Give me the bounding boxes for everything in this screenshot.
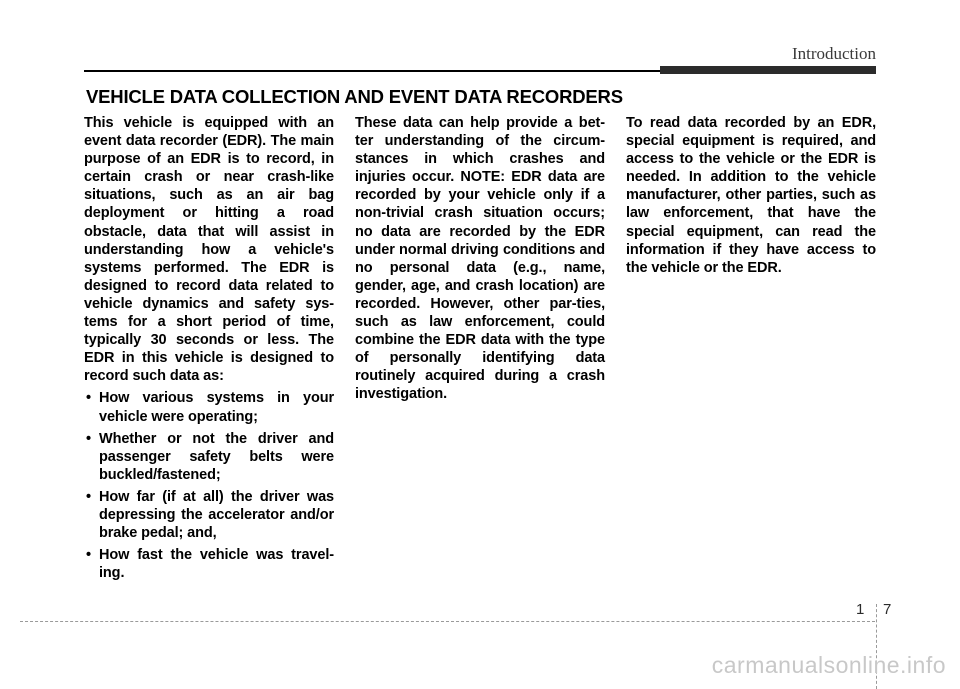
column-2 — [355, 114, 605, 404]
list-item — [84, 430, 334, 484]
footer-rule — [20, 621, 875, 622]
page-number: 7 — [883, 601, 892, 618]
watermark: carmanualsonline.info — [711, 652, 946, 678]
bullet-icon: • — [86, 547, 91, 564]
chapter-number: 1 — [856, 601, 865, 618]
list-item-text: How various systems in your vehicle were operating; — [99, 390, 334, 425]
section-heading: VEHICLE DATA COLLECTION AND EVENT DATA RECORDERS — [86, 86, 623, 107]
list-item-text: Whether or not the driver and passenger safety belts were buckled/fastened; — [99, 430, 334, 483]
column-1 — [84, 114, 334, 586]
bullet-icon: • — [86, 430, 91, 447]
bullet-icon: • — [86, 390, 91, 407]
bullet-icon: • — [86, 488, 91, 505]
column-2-paragraph: These data can help provide a bet-ter understanding of the circum-stances in which crashes and injuries occur. NOTE: EDR data are recorded by your vehicle only if a non-trivial crash situation occurs; no data are recorded by the EDR under normal driving conditions and no personal data (e.g., name, gender, age, and crash location) are recorded. However, other par-ties, such as law enforcement, could combine the EDR data with the type of personally identifying data routinely acquired during a crash investigation. — [355, 115, 605, 403]
list-item — [84, 546, 334, 582]
list-item-text: How fast the vehicle was travel-ing. — [99, 547, 334, 582]
column-3-paragraph: To read data recorded by an EDR, special equipment is required, and access to the vehicle or the EDR is needed. In addition to the vehicle manufacturer, other parties, such as law enforcement, that have the special equipment, can read the information if they have access to the vehicle or the EDR. — [626, 115, 876, 276]
list-item — [84, 488, 334, 542]
list-item — [84, 389, 334, 425]
header-rule-thin — [84, 70, 660, 72]
edr-data-list — [84, 389, 334, 582]
column-3 — [626, 114, 876, 277]
section-header-title: Introduction — [791, 44, 876, 63]
header-rule-thick — [660, 66, 876, 74]
list-item-text: How far (if at all) the driver was depressing the accelerator and/or brake pedal; and, — [99, 488, 334, 542]
column-1-paragraph: This vehicle is equipped with an event data recorder (EDR). The main purpose of an EDR is to record, in certain crash or near crash-like situations, such as an air bag deployment or hitting a road obstacle, data that will assist in understanding how a vehicle's systems performed. The EDR is designed to record data related to vehicle dynamics and safety sys-tems for a short period of time, typically 30 seconds or less. The EDR in this vehicle is designed to record such data as: — [84, 115, 334, 385]
